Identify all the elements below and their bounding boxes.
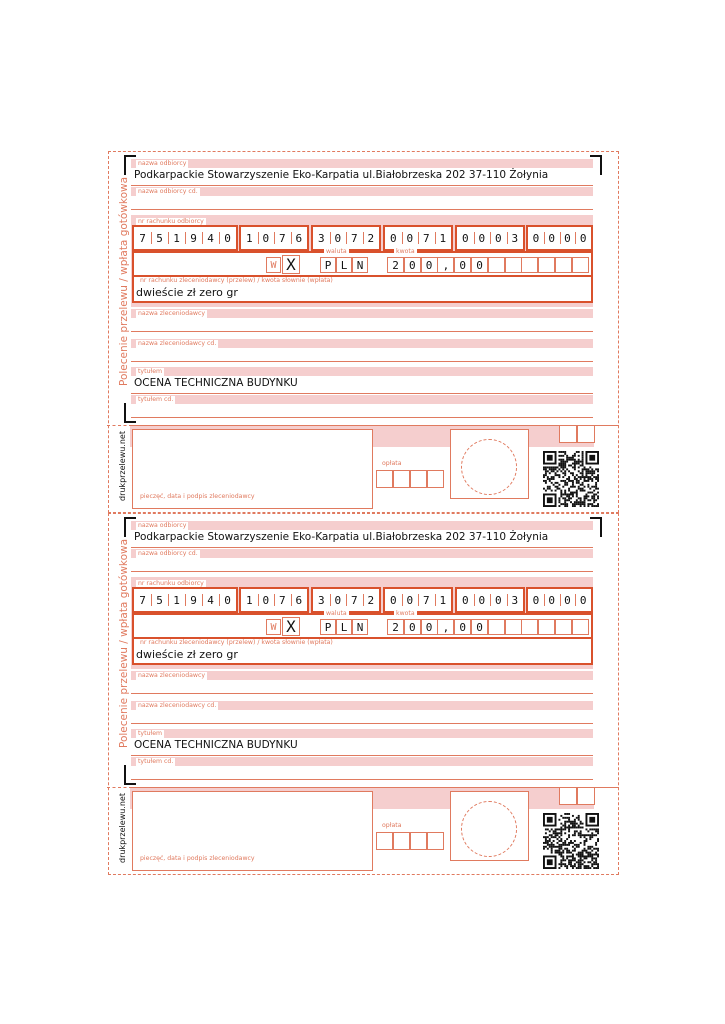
- account-digit: 7: [139, 593, 146, 607]
- account-digit: 0: [262, 593, 270, 607]
- field-label: nazwa odbiorcy: [138, 522, 187, 529]
- account-digit: 0: [494, 593, 502, 607]
- amount-char[interactable]: [505, 619, 522, 635]
- account-group[interactable]: [132, 225, 238, 251]
- account-digit: 0: [579, 593, 587, 607]
- amount-char[interactable]: [521, 257, 538, 273]
- form-side-site: drukprzelewu.net: [118, 793, 127, 863]
- digit-separator: [490, 594, 491, 606]
- currency-char[interactable]: L: [336, 257, 352, 273]
- currency-char[interactable]: L: [336, 619, 352, 635]
- digit-separator: [507, 232, 508, 244]
- account-group[interactable]: [455, 587, 525, 613]
- digit-separator: [402, 232, 403, 244]
- control-box: [577, 425, 595, 443]
- amount-char[interactable]: 0: [471, 619, 488, 635]
- corner-mark: [124, 403, 136, 423]
- account-digit: 9: [190, 231, 197, 245]
- account-digit: 0: [334, 593, 342, 607]
- account-digit: 0: [406, 593, 414, 607]
- digit-separator: [291, 594, 292, 606]
- field-underline: [131, 779, 593, 780]
- account-digit: 3: [511, 231, 519, 245]
- w-mark-box: W: [266, 619, 281, 635]
- field-band: [131, 159, 593, 168]
- field-underline: [131, 571, 593, 572]
- field-underline: [131, 723, 593, 724]
- digit-separator: [575, 232, 576, 244]
- stamp-circle-icon: [461, 439, 517, 495]
- field-band: [131, 367, 593, 376]
- amount-char[interactable]: ,: [437, 619, 454, 635]
- section-line: [130, 787, 619, 788]
- account-digit: 1: [173, 593, 180, 607]
- qr-code-icon: [543, 813, 599, 869]
- account-digit: 1: [439, 593, 447, 607]
- amount-words-value[interactable]: dwieście zł zero gr: [136, 286, 238, 299]
- field-label: tytułem cd.: [138, 396, 174, 403]
- currency-char[interactable]: N: [352, 619, 368, 635]
- account-digit: 0: [262, 231, 270, 245]
- account-digit: 0: [389, 231, 397, 245]
- amount-char[interactable]: ,: [437, 257, 454, 273]
- fee-box[interactable]: [427, 470, 444, 488]
- transfer-form-bottom: [108, 513, 619, 873]
- digit-separator: [330, 232, 331, 244]
- digit-separator: [474, 594, 475, 606]
- field-label: nazwa zleceniodawcy: [138, 310, 206, 317]
- fee-box[interactable]: [393, 470, 410, 488]
- account-digit: 0: [548, 593, 555, 607]
- account-digit: 1: [173, 231, 180, 245]
- account-digit: 4: [207, 593, 214, 607]
- amount-char[interactable]: [572, 619, 589, 635]
- transfer-x-checkbox[interactable]: X: [282, 617, 300, 636]
- digit-separator: [346, 594, 347, 606]
- amount-char[interactable]: 2: [387, 619, 404, 635]
- currency-label: waluta: [326, 248, 347, 255]
- digit-separator: [330, 594, 331, 606]
- title-value[interactable]: OCENA TECHNICZNA BUDYNKU: [134, 739, 298, 751]
- account-digit: 5: [156, 231, 163, 245]
- digit-separator: [346, 232, 347, 244]
- digit-separator: [418, 232, 419, 244]
- account-group[interactable]: [526, 587, 593, 613]
- field-label: nazwa odbiorcy cd.: [138, 188, 198, 195]
- digit-separator: [168, 232, 169, 244]
- digit-separator: [435, 594, 436, 606]
- digit-separator: [258, 232, 259, 244]
- amount-char[interactable]: 0: [471, 257, 488, 273]
- digit-separator: [185, 232, 186, 244]
- amount-label: kwota: [396, 248, 415, 255]
- fee-box[interactable]: [376, 832, 393, 850]
- digit-separator: [151, 232, 152, 244]
- digit-separator: [435, 232, 436, 244]
- w-mark-box: W: [266, 257, 281, 273]
- stamp-circle-icon: [461, 801, 517, 857]
- amount-char[interactable]: [488, 257, 505, 273]
- account-digit: 1: [439, 231, 447, 245]
- account-digit: 7: [422, 231, 430, 245]
- account-digit: 7: [278, 231, 286, 245]
- digit-separator: [202, 594, 203, 606]
- fee-box[interactable]: [376, 470, 393, 488]
- form-side-title: Polecenie przelewu / wpłata gotówkowa: [118, 538, 130, 748]
- amount-char[interactable]: 0: [404, 619, 421, 635]
- account-digit: 0: [532, 593, 540, 607]
- digit-separator: [363, 594, 364, 606]
- digit-separator: [168, 594, 169, 606]
- section-line: [130, 425, 619, 426]
- field-band: [131, 757, 593, 766]
- fee-box[interactable]: [393, 832, 410, 850]
- digit-separator: [202, 232, 203, 244]
- field-band: [131, 729, 593, 738]
- fee-label: opłata: [382, 822, 402, 829]
- form-side-title: Polecenie przelewu / wpłata gotówkowa: [118, 176, 130, 386]
- account-digit: 2: [367, 231, 375, 245]
- field-label: tytułem cd.: [138, 758, 174, 765]
- account-digit: 0: [406, 231, 414, 245]
- digit-separator: [402, 594, 403, 606]
- account-digit: 0: [478, 231, 486, 245]
- account-group[interactable]: [239, 225, 309, 251]
- amount-char[interactable]: 0: [454, 257, 471, 273]
- fee-box[interactable]: [410, 470, 427, 488]
- account-digit: 6: [295, 231, 303, 245]
- side-divider: [107, 425, 132, 426]
- field-underline: [131, 693, 593, 694]
- account-digit: 0: [389, 593, 397, 607]
- corner-mark: [124, 765, 136, 785]
- amount-char[interactable]: 2: [387, 257, 404, 273]
- account-digit: 7: [278, 593, 286, 607]
- digit-separator: [474, 232, 475, 244]
- digit-separator: [258, 594, 259, 606]
- field-underline: [131, 417, 593, 418]
- digit-separator: [575, 594, 576, 606]
- fee-label: opłata: [382, 460, 402, 467]
- account-digit: 2: [367, 593, 375, 607]
- field-underline: [131, 361, 593, 362]
- recipient-name-value[interactable]: Podkarpackie Stowarzyszenie Eko-Karpatia ul.Białobrzeska 202 37-110 Żołynia: [134, 169, 549, 181]
- digit-separator: [291, 232, 292, 244]
- account-digit: 7: [350, 231, 358, 245]
- qr-code-icon: [543, 451, 599, 507]
- currency-label: waluta: [326, 610, 347, 617]
- digit-separator: [507, 594, 508, 606]
- account-digit: 0: [494, 231, 502, 245]
- account-digit: 7: [350, 593, 358, 607]
- currency-char[interactable]: N: [352, 257, 368, 273]
- amount-char[interactable]: [555, 257, 572, 273]
- account-digit: 1: [245, 231, 253, 245]
- digit-separator: [219, 594, 220, 606]
- account-digit: 0: [224, 231, 231, 245]
- field-label: nazwa zleceniodawcy cd.: [138, 702, 217, 709]
- form-side-site: drukprzelewu.net: [118, 431, 127, 501]
- side-divider: [107, 787, 132, 788]
- field-band: [131, 549, 593, 558]
- recipient-name-value[interactable]: Podkarpackie Stowarzyszenie Eko-Karpatia ul.Białobrzeska 202 37-110 Żołynia: [134, 531, 549, 543]
- amount-char[interactable]: [538, 619, 555, 635]
- field-label: nazwa odbiorcy: [138, 160, 187, 167]
- field-underline: [131, 209, 593, 210]
- account-digit: 4: [207, 231, 214, 245]
- field-underline: [131, 755, 593, 756]
- control-box: [559, 787, 577, 805]
- amount-char[interactable]: 0: [421, 619, 438, 635]
- digit-separator: [363, 232, 364, 244]
- control-box: [577, 787, 595, 805]
- digit-separator: [274, 232, 275, 244]
- account-digit: 3: [317, 231, 325, 245]
- digit-separator: [544, 594, 545, 606]
- transfer-x-checkbox[interactable]: X: [282, 255, 300, 274]
- amount-char[interactable]: [555, 619, 572, 635]
- account-digit: 9: [190, 593, 197, 607]
- account-digit: 0: [478, 593, 486, 607]
- account-group[interactable]: [132, 587, 238, 613]
- amount-label: kwota: [396, 610, 415, 617]
- digit-separator: [490, 232, 491, 244]
- control-box: [559, 425, 577, 443]
- account-digit: 0: [564, 593, 571, 607]
- amount-char[interactable]: 0: [404, 257, 421, 273]
- account-digit: 0: [532, 231, 540, 245]
- account-digit: 0: [548, 231, 555, 245]
- title-value[interactable]: OCENA TECHNICZNA BUDYNKU: [134, 377, 298, 389]
- account-digit: 6: [295, 593, 303, 607]
- digit-separator: [544, 232, 545, 244]
- field-label: tytułem: [138, 730, 163, 737]
- stamp-label: pieczęć, data i podpis zleceniodawcy: [140, 855, 255, 862]
- amount-words-value[interactable]: dwieście zł zero gr: [136, 648, 238, 661]
- digit-separator: [219, 232, 220, 244]
- amount-char[interactable]: [521, 619, 538, 635]
- field-label: nazwa zleceniodawcy: [138, 672, 206, 679]
- payer-account-label: nr rachunku zleceniodawcy (przelew) / kwota słownie (wpłata): [140, 277, 333, 284]
- field-label: tytułem: [138, 368, 163, 375]
- currency-char[interactable]: P: [320, 257, 336, 273]
- fee-box[interactable]: [427, 832, 444, 850]
- field-band: [131, 187, 593, 196]
- digit-separator: [418, 594, 419, 606]
- account-digit: 7: [139, 231, 146, 245]
- field-underline: [131, 393, 593, 394]
- amount-char[interactable]: 0: [454, 619, 471, 635]
- account-digit: 0: [334, 231, 342, 245]
- account-digit: 0: [564, 231, 571, 245]
- field-underline: [131, 331, 593, 332]
- amount-char[interactable]: [538, 257, 555, 273]
- digit-separator: [185, 594, 186, 606]
- account-digit: 0: [579, 231, 587, 245]
- account-digit: 0: [461, 231, 469, 245]
- account-label: nr rachunku odbiorcy: [138, 580, 204, 587]
- account-digit: 1: [245, 593, 253, 607]
- currency-char[interactable]: P: [320, 619, 336, 635]
- amount-char[interactable]: 0: [421, 257, 438, 273]
- account-group[interactable]: [526, 225, 593, 251]
- field-band: [131, 395, 593, 404]
- account-digit: 7: [422, 593, 430, 607]
- field-label: nazwa odbiorcy cd.: [138, 550, 198, 557]
- account-digit: 3: [511, 593, 519, 607]
- digit-separator: [560, 594, 561, 606]
- amount-char[interactable]: [505, 257, 522, 273]
- field-label: nazwa zleceniodawcy cd.: [138, 340, 217, 347]
- transfer-form-top: [108, 151, 619, 511]
- account-group[interactable]: [455, 225, 525, 251]
- amount-char[interactable]: [572, 257, 589, 273]
- account-label: nr rachunku odbiorcy: [138, 218, 204, 225]
- digit-separator: [560, 232, 561, 244]
- account-digit: 5: [156, 593, 163, 607]
- field-band: [131, 521, 593, 530]
- digit-separator: [274, 594, 275, 606]
- stamp-label: pieczęć, data i podpis zleceniodawcy: [140, 493, 255, 500]
- field-underline: [131, 185, 593, 186]
- field-underline: [131, 547, 593, 548]
- account-digit: 3: [317, 593, 325, 607]
- payer-account-label: nr rachunku zleceniodawcy (przelew) / kwota słownie (wpłata): [140, 639, 333, 646]
- digit-separator: [151, 594, 152, 606]
- account-group[interactable]: [239, 587, 309, 613]
- account-digit: 0: [224, 593, 231, 607]
- account-digit: 0: [461, 593, 469, 607]
- fee-box[interactable]: [410, 832, 427, 850]
- amount-char[interactable]: [488, 619, 505, 635]
